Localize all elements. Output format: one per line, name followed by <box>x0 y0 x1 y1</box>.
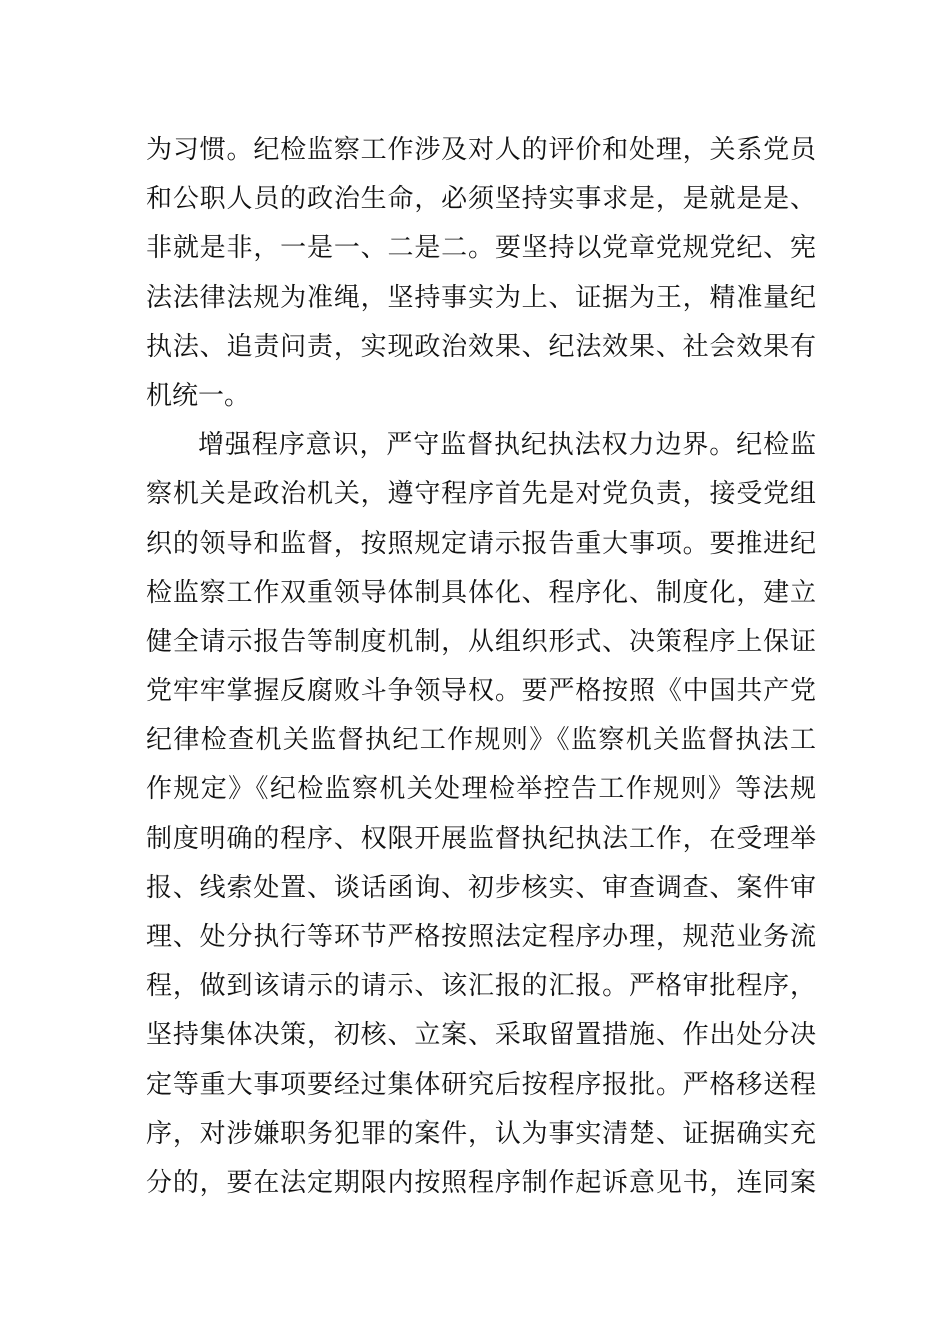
text-line: 察机关是政治机关，遵守程序首先是对党负责，接受党组 <box>146 479 816 510</box>
text-line: 健全请示报告等制度机制，从组织形式、决策程序上保证 <box>146 626 816 657</box>
text-line: 制度明确的程序、权限开展监督执纪执法工作，在受理举 <box>146 823 816 854</box>
body-text <box>146 126 816 1208</box>
text-line: 为习惯。纪检监察工作涉及对人的评价和处理，关系党员 <box>146 135 816 165</box>
text-line: 分的，要在法定期限内按照程序制作起诉意见书，连同案 <box>146 1167 816 1198</box>
text-line: 报、线索处置、谈话函询、初步核实、审查调查、案件审 <box>146 872 816 903</box>
paragraph-first-line: 增强程序意识，严守监督执纪执法权力边界。纪检监 <box>198 430 816 461</box>
text-line: 坚持集体决策，初核、立案、采取留置措施、作出处分决 <box>146 1020 816 1051</box>
text-line: 法法律法规为准绳，坚持事实为上、证据为王，精准量纪 <box>146 282 816 313</box>
text-line: 纪律检查机关监督执纪工作规则》《监察机关监督执法工 <box>146 725 816 756</box>
text-line: 执法、追责问责，实现政治效果、纪法效果、社会效果有 <box>146 331 816 362</box>
text-line: 程，做到该请示的请示、该汇报的汇报。严格审批程序， <box>146 971 816 1002</box>
text-line: 和公职人员的政治生命，必须坚持实事求是，是就是是、 <box>146 184 816 215</box>
text-line: 织的领导和监督，按照规定请示报告重大事项。要推进纪 <box>146 528 816 559</box>
text-line: 党牢牢掌握反腐败斗争领导权。要严格按照《中国共产党 <box>146 676 816 707</box>
text-line: 检监察工作双重领导体制具体化、程序化、制度化，建立 <box>146 577 816 608</box>
text-line: 机统一。 <box>146 380 251 411</box>
text-line: 非就是非，一是一、二是二。要坚持以党章党规党纪、宪 <box>146 233 816 264</box>
text-line: 序，对涉嫌职务犯罪的案件，认为事实清楚、证据确实充 <box>146 1118 816 1149</box>
text-line: 定等重大事项要经过集体研究后按程序报批。严格移送程 <box>146 1069 816 1100</box>
text-line: 作规定》《纪检监察机关处理检举控告工作规则》等法规 <box>146 774 816 805</box>
text-line: 理、处分执行等环节严格按照法定程序办理，规范业务流 <box>146 922 816 952</box>
